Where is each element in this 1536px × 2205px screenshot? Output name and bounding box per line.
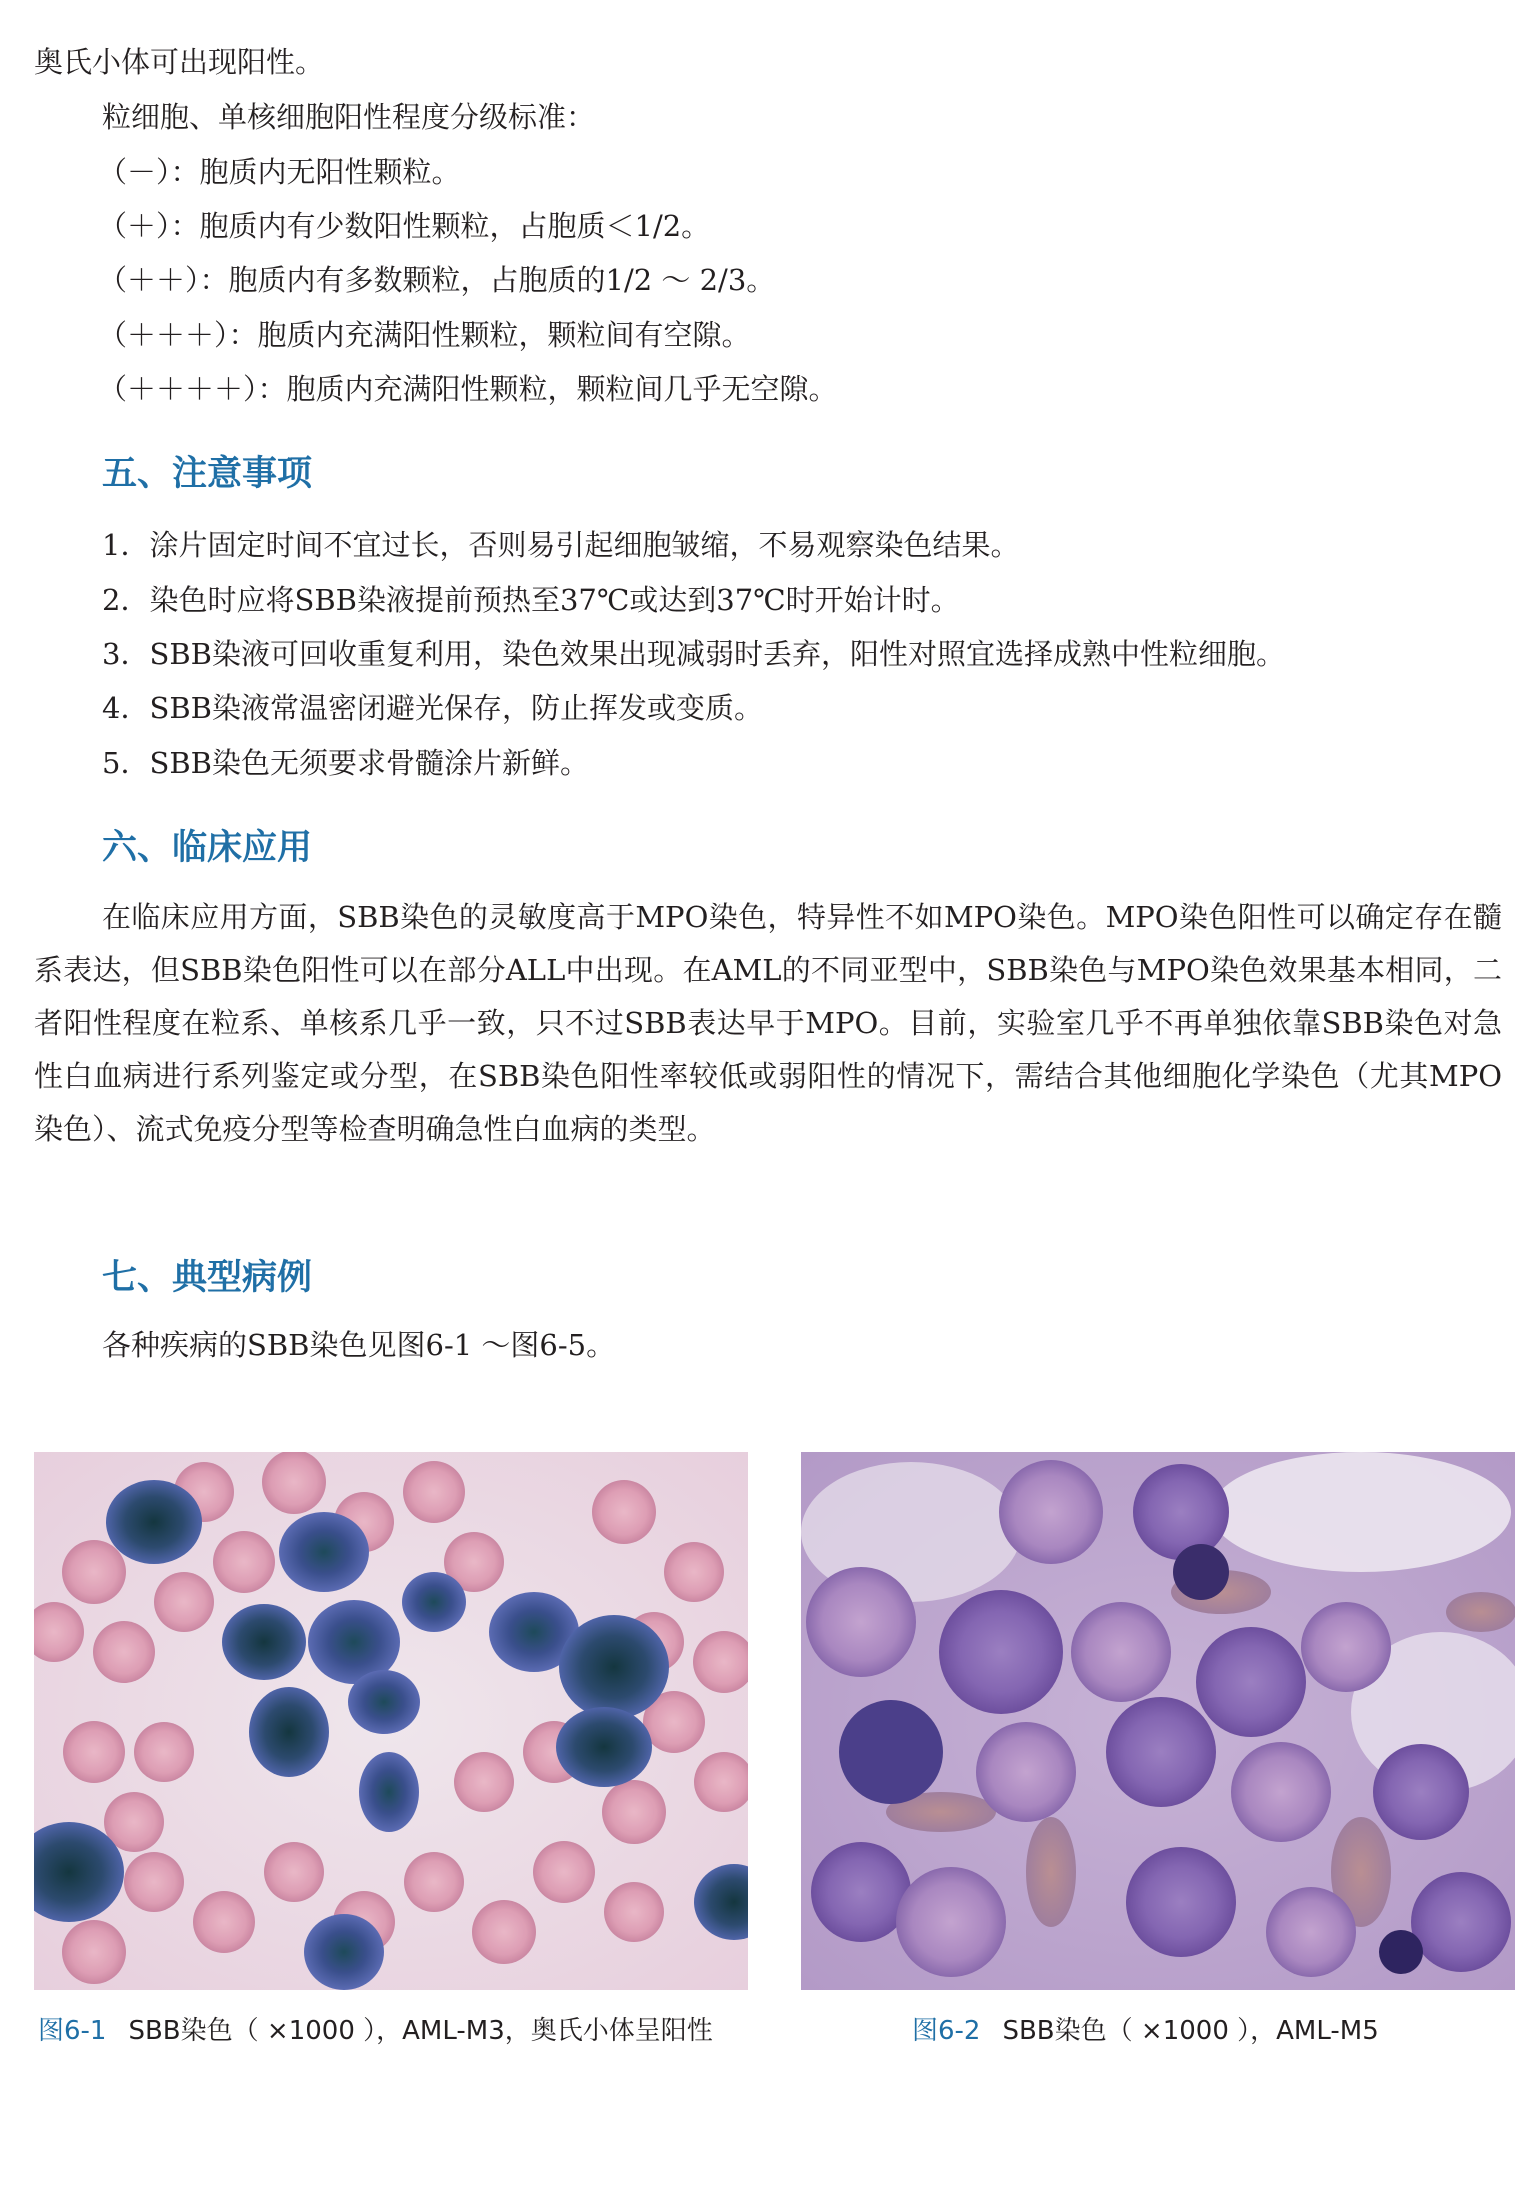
micrograph-figure-6-2 [801, 1452, 1515, 1990]
figure-caption [38, 2010, 713, 2047]
list-item: 5．SBB染色无须要求骨髓涂片新鲜。 [102, 746, 589, 780]
list-item: 4．SBB染液常温密闭避光保存，防止挥发或变质。 [102, 691, 763, 725]
text-line: （＋＋）：胞质内有多数颗粒，占胞质的1/2 ～ 2/3。 [98, 263, 776, 297]
figure-number: 图6-2 [912, 2016, 981, 2046]
text-line: （＋）：胞质内有少数阳性颗粒，占胞质＜1/2。 [98, 209, 711, 243]
section-heading: 五、注意事项 [102, 454, 313, 494]
text-line: 粒细胞、单核细胞阳性程度分级标准： [102, 100, 596, 134]
list-item: 1．涂片固定时间不宜过长，否则易引起细胞皱缩，不易观察染色结果。 [102, 528, 1020, 562]
list-item: 2．染色时应将SBB染液提前预热至37℃或达到37℃时开始计时。 [102, 583, 960, 617]
figure-caption [912, 2010, 1379, 2047]
figure-caption-text: SBB染色（ ×1000 ），AML-M5 [1002, 2016, 1379, 2046]
text-line: 奥氏小体可出现阳性。 [34, 45, 325, 79]
text-line: （＋＋＋＋）：胞质内充满阳性颗粒，颗粒间几乎无空隙。 [98, 372, 838, 406]
figure-caption-text: SBB染色（ ×1000 ），AML-M3，奥氏小体呈阳性 [128, 2016, 713, 2046]
text-line: （－）：胞质内无阳性颗粒。 [98, 155, 461, 189]
figure-number: 图6-1 [38, 2016, 107, 2046]
micrograph-figure-6-1 [34, 1452, 748, 1990]
section-heading: 七、典型病例 [102, 1258, 313, 1298]
list-item: 3．SBB染液可回收重复利用，染色效果出现减弱时丢弃，阳性对照宜选择成熟中性粒细胞。 [102, 637, 1285, 671]
section-heading: 六、临床应用 [102, 828, 313, 868]
text-line: 各种疾病的SBB染色见图6-1 ～图6-5。 [102, 1328, 616, 1362]
text-line: （＋＋＋）：胞质内充满阳性颗粒，颗粒间有空隙。 [98, 318, 751, 352]
body-paragraph: 在临床应用方面，SBB染色的灵敏度高于MPO染色，特异性不如MPO染色。MPO染色阳性可以确定存在髓系表达，但SBB染色阳性可以在部分ALL中出现。在AML的不同亚型中，SBB染色与MPO染色效果基本相同，二者阳性程度在粒系、单核系几乎一致，只不过SBB表达早于MPO。目前，实验室几乎不再单独依靠SBB染色对急性白血病进行系列鉴定或分型，在SBB染色阳性率较低或弱阳性的情况下，需结合其他细胞化学染色（尤其MPO染色）、流式免疫分型等检查明确急性白血病的类型。 [34, 900, 1502, 1146]
